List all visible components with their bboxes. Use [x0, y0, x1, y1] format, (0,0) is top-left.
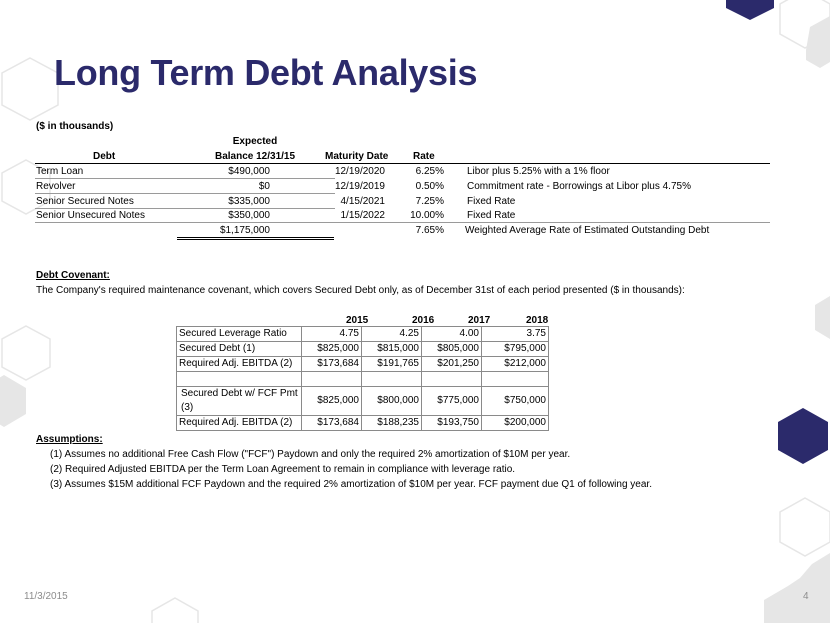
cell-value: $212,000 [482, 357, 549, 372]
cell-value: $191,765 [362, 357, 422, 372]
cell-value: $800,000 [362, 387, 422, 416]
assumptions-heading: Assumptions: [36, 434, 103, 445]
table-row [177, 342, 549, 357]
debt-balance: $490,000 [228, 166, 270, 177]
total-note: Weighted Average Rate of Estimated Outstanding Debt [465, 225, 710, 236]
row-rule [35, 208, 335, 209]
cell-value: $173,684 [302, 416, 362, 431]
covenant-table [176, 326, 549, 431]
assumption-item: (3) Assumes $15M additional FCF Paydown and the required 2% amortization of $10M per year. FCF payment due Q1 of following year. [50, 479, 652, 490]
debt-name: Senior Unsecured Notes [36, 210, 145, 221]
hexagon-outline-icon [152, 598, 198, 623]
row-label: Required Adj. EBITDA (2) [177, 357, 302, 372]
covenant-heading: Debt Covenant: [36, 270, 110, 281]
table-row [177, 357, 549, 372]
hexagon-filled-icon [815, 296, 830, 339]
cell-value: 4.75 [302, 327, 362, 342]
table-row [177, 416, 549, 431]
header-balance-line1: Expected [232, 136, 278, 147]
cell-value: $815,000 [362, 342, 422, 357]
table-row [177, 387, 549, 416]
debt-note: Fixed Rate [467, 196, 516, 207]
cell-value: 4.25 [362, 327, 422, 342]
debt-note: Libor plus 5.25% with a 1% floor [467, 166, 610, 177]
blank-cell [302, 372, 362, 387]
row-rule [35, 222, 770, 223]
row-rule [35, 178, 335, 179]
debt-maturity: 1/15/2022 [340, 210, 385, 221]
debt-maturity: 12/19/2020 [334, 166, 385, 177]
header-rate: Rate [413, 151, 435, 162]
debt-rate: 6.25% [415, 166, 444, 177]
debt-balance: $0 [258, 181, 270, 192]
blank-cell [362, 372, 422, 387]
hexagon-filled-icon [778, 408, 828, 464]
debt-note: Fixed Rate [467, 210, 516, 221]
cell-value: $188,235 [362, 416, 422, 431]
debt-note: Commitment rate - Borrowings at Libor plus 4.75% [467, 181, 691, 192]
blank-row [177, 372, 549, 387]
hexagon-outline-icon [780, 498, 830, 556]
cell-value: $200,000 [482, 416, 549, 431]
blank-cell [482, 372, 549, 387]
total-balance: $1,175,000 [219, 225, 270, 236]
row-rule [35, 193, 335, 194]
hexagon-outline-icon [2, 326, 50, 380]
hexagon-filled-icon [806, 16, 830, 68]
hexagon-filled-icon [0, 375, 26, 427]
units-note: ($ in thousands) [36, 121, 114, 132]
blank-cell [177, 372, 302, 387]
cell-value: $805,000 [422, 342, 482, 357]
cell-value: 4.00 [422, 327, 482, 342]
row-label: Secured Debt (1) [177, 342, 302, 357]
cell-value: $173,684 [302, 357, 362, 372]
hexagon-filled-icon [764, 553, 830, 623]
row-label: Secured Debt w/ FCF Pmt (3) [177, 387, 302, 416]
debt-rate: 0.50% [415, 181, 444, 192]
debt-name: Term Loan [36, 166, 84, 177]
debt-rate: 7.25% [415, 196, 444, 207]
row-label: Required Adj. EBITDA (2) [177, 416, 302, 431]
year-header: 2016 [412, 315, 435, 326]
cell-value: $193,750 [422, 416, 482, 431]
total-rate: 7.65% [415, 225, 444, 236]
header-debt: Debt [93, 151, 116, 162]
table-row [177, 327, 549, 342]
cell-value: $795,000 [482, 342, 549, 357]
debt-maturity: 12/19/2019 [334, 181, 385, 192]
hexagon-outline-icon [2, 58, 58, 120]
header-rule [35, 163, 770, 164]
slide-number: 4 [803, 591, 809, 602]
total-double-rule [177, 237, 334, 240]
footer-date: 11/3/2015 [24, 591, 68, 602]
debt-rate: 10.00% [410, 210, 444, 221]
debt-name: Revolver [36, 181, 76, 192]
header-balance-line2: Balance 12/31/15 [214, 151, 296, 162]
debt-maturity: 4/15/2021 [340, 196, 385, 207]
debt-name: Senior Secured Notes [36, 196, 134, 207]
cell-value: $201,250 [422, 357, 482, 372]
cell-value: $750,000 [482, 387, 549, 416]
cell-value: 3.75 [482, 327, 549, 342]
covenant-description: The Company's required maintenance covenant, which covers Secured Debt only, as of December 31st of each period presented ($ in thousands): [36, 285, 685, 296]
cell-value: $825,000 [302, 387, 362, 416]
year-header: 2015 [346, 315, 369, 326]
year-header: 2017 [468, 315, 491, 326]
blank-cell [422, 372, 482, 387]
assumption-item: (1) Assumes no additional Free Cash Flow ("FCF") Paydown and only the required 2% amortization of $10M per year. [50, 449, 571, 460]
page-title: Long Term Debt Analysis [54, 52, 478, 93]
cell-value: $825,000 [302, 342, 362, 357]
cell-value: $775,000 [422, 387, 482, 416]
year-header: 2018 [526, 315, 549, 326]
debt-balance: $335,000 [228, 196, 270, 207]
assumption-item: (2) Required Adjusted EBITDA per the Term Loan Agreement to remain in compliance with leverage ratio. [50, 464, 516, 475]
hexagon-filled-icon [726, 0, 774, 20]
row-label: Secured Leverage Ratio [177, 327, 302, 342]
header-maturity: Maturity Date [325, 151, 389, 162]
debt-balance: $350,000 [228, 210, 270, 221]
